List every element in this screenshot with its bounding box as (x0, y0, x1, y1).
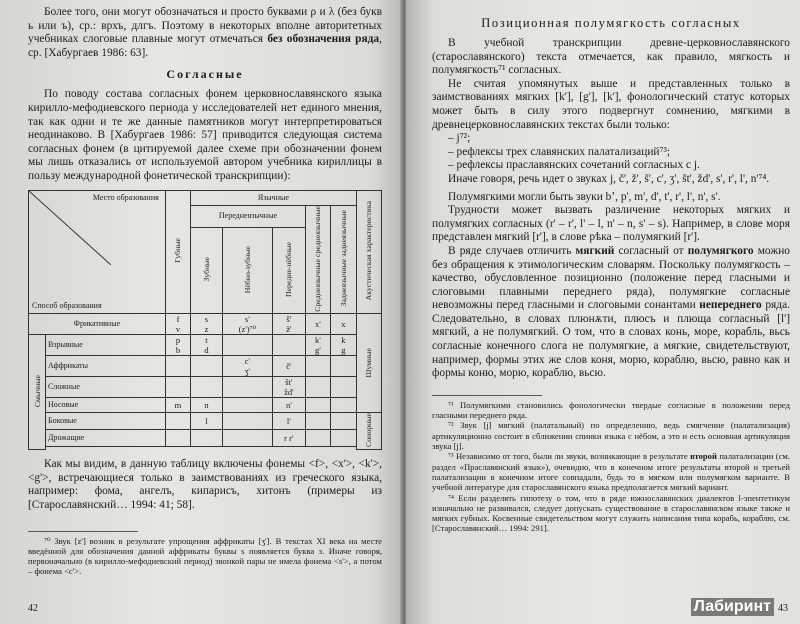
row-trill: Дрожащие (46, 430, 166, 447)
p6-bold-nonfront: непереднего (699, 299, 762, 312)
cell-af-lab (165, 356, 190, 377)
cell-sl-pre: št' žd' (272, 377, 305, 398)
col-acoustic-label: Акустическая характеристика (364, 201, 374, 301)
p6-bold-halfsoft: полумягкого (687, 244, 754, 257)
footnote-rule (28, 531, 138, 532)
col-front: Переднеязычные (191, 205, 306, 227)
p6-text-e: ряда. Следовательно, в словах плюнѫти, плюсъ и плюща согласный [l'] мягкий, а не полумягкий. О том, что в словах конь, море, корабль, вьсь согласные конечного слога не полумягкие, а мягкие, свидетельствуют, например, формы этих же слов коня, морю, кораблю, вьсю, равно как и формы коню, морю, кораблю, вьсю. (432, 299, 790, 380)
cell-nos-dent: n (191, 398, 223, 413)
p6-text-c: согласный от (614, 244, 688, 257)
cell-vz-dent: t d (191, 335, 223, 356)
page-number-left: 42 (28, 603, 38, 614)
col-back (331, 205, 356, 314)
cell-af-back (331, 356, 356, 377)
col-labial-label: Губные (173, 238, 183, 264)
right-paragraph-5: Трудности может вызвать различение некоторых мягких и полумягких согласных (r' – r', l' – l, n' – n, s' – s). Например, в слове моря представлен мягкий [r'], в слове рѣка – полумягкий [r']. (432, 204, 790, 244)
cell-nos-mid (305, 398, 330, 413)
row-stops (29, 335, 46, 450)
cell-frik-lab: f v (165, 314, 190, 335)
cell-bok-dent: l (191, 413, 223, 430)
footnote-72: ⁷² Звук [j] мягкий (палатальный) по определению, ведь смягчение (палатализация) артикуляционно состоит в сближении спинки языка с нёбом, а это и есть основная артикуляция звука [j]. (432, 420, 790, 452)
watermark: Лабиринт (691, 598, 774, 616)
row-lateral: Боковые (46, 413, 166, 430)
footnote-74: ⁷⁴ Если разделять гипотезу о том, что в ряде южнославянских диалектов l-эпентетикум изначально не развивался, следует допускать существование в старославянском языке также и мягких губных. Косвенные свидетельством могут служить написания типа корабь, кораблю, см. [Старославянский… 1994: 291]. (432, 492, 790, 534)
cell-frik-pal: s' (z')⁷⁰ (222, 314, 272, 335)
intro-bold: без обозначения ряда (267, 33, 380, 46)
col-dental-label: Зубные (201, 257, 211, 282)
row-complex: Сложные (46, 377, 166, 398)
cell-sl-lab (165, 377, 190, 398)
fn73-bold: второй (690, 451, 717, 462)
row-fricative: Фрикативные (29, 314, 166, 335)
section-title: Согласные (166, 67, 244, 82)
col-lingual: Язычные (191, 190, 356, 205)
consonant-table (28, 190, 382, 451)
cell-frik-mid: x' (305, 314, 330, 335)
cell-dr-dent (191, 430, 223, 447)
col-labial (165, 190, 190, 314)
cell-nos-pal (222, 398, 272, 413)
list-item-j: – j⁷²; (448, 132, 471, 145)
row-nasal: Носовые (46, 398, 166, 413)
footnote-70: ⁷⁰ Звук [z'] возник в результате упрощения аффрикаты [ʒ']. В текстах XI века на месте введённой для обозначения данной аффрикаты буквы ѕ появляется буква з. Иначе говоря, первоначально (в кирилло-мефодиевский период) звонкой пары не имела фонема <s'>, а потом – фонема <c'>. (28, 535, 382, 577)
cell-vz-pre (272, 335, 305, 356)
page-number-right: 43 (778, 603, 788, 614)
table-spacer (46, 447, 357, 450)
cell-vz-mid: k' g' (305, 335, 330, 356)
cell-nos-back (331, 398, 356, 413)
right-paragraph-3: Иначе говоря, речь идет о звуках j, č', ž', š', c', ʒ', št', žd', s', r', l', n'⁷⁴. (448, 172, 770, 185)
table-comment-paragraph: Как мы видим, в данную таблицу включены фонемы <f>, <x'>, <k'>, <g'>, встречающиеся только в заимствованиях из греческого языка, например: фома, ангелъ, кипарисъ, хитонъ (примеры из [Старославянский… 1994: 41; 58]. (28, 458, 382, 511)
cell-dr-mid (305, 430, 330, 447)
cell-dr-back (331, 430, 356, 447)
intro-text: Более того, они могут обозначаться и просто буквами ρ и λ (без букв ь или ъ), ср.: врхъ, длгъ. Поэтому в некоторых вполне авторитетных учебниках слоговые плавные могут отмечаться (28, 6, 382, 46)
right-page (406, 0, 800, 624)
fn73-text-c: палатализации (см. раздел «Праславянский язык»), очевидно, что в конечном итоге результаты второй и третьей палатализации в конечном итоге совпадали, будь то в мягком или полумягком варианте. В учебной литературе для старославянского языка предполагается мягкий вариант. (432, 451, 790, 493)
right-page-title: Позиционная полумягкость согласных (481, 16, 741, 30)
col-prepalatal (272, 227, 305, 313)
footnote-71: ⁷¹ Полумягкими становились фонологически твердые согласные в положении перед гласными переднего ряда. (432, 399, 790, 421)
cell-sl-back (331, 377, 356, 398)
footnote-73 (432, 451, 790, 492)
cell-af-pal: c' ʒ' (222, 356, 272, 377)
list-item-clusters: – рефлексы праславянских сочетаний согласных с j. (448, 159, 700, 172)
col-palatodental (222, 227, 272, 313)
cell-sl-dent (191, 377, 223, 398)
right-paragraph-1: В учебной транскрипции древне-церковнославянского (старославянского) текста отмечается, как правило, мягкость и полумягкость⁷¹ согласных. (432, 37, 790, 77)
fn73-text-a: ⁷³ Независимо от того, были ли звуки, возникающие в результате (448, 451, 691, 462)
intro-paragraph (28, 6, 382, 60)
col-dental (191, 227, 223, 313)
cell-bok-lab (165, 413, 190, 430)
sonorant-label: Сонорные (364, 413, 374, 448)
intro-tail: , ср. [Хабургаев 1986: 63]. (28, 33, 382, 59)
cell-vz-lab: p b (165, 335, 190, 356)
table-corner (29, 190, 166, 314)
col-prepalatal-label: Передне-нёбные (284, 242, 294, 298)
cell-bok-pal (222, 413, 272, 430)
cell-af-dent (191, 356, 223, 377)
cell-af-mid (305, 356, 330, 377)
cell-frik-pre: š' ž' (272, 314, 305, 335)
cell-af-pre: č' (272, 356, 305, 377)
right-paragraph-2: Не считая упомянутых выше и представленных только в заимствованиях мягких [k'], [g'], [k'], фонологический статус которых может быть в силу этого подвергнут сомнению, мягкими в древнецерковнославянских текстах были только: (432, 77, 790, 131)
cell-sl-mid (305, 377, 330, 398)
consonants-paragraph: По поводу состава согласных фонем церковнославянского языка кирилло-мефодиевского периода у исследователей нет единого мнения, так как одни и те же данные памятников могут интерпретироваться неодинаково. В [Хабургаев 1986: 57] приводится следующая система согласных фонем (в цитируемой далее схеме при обозначении фонем мы лишь отказались от используемой автором учебника кириллицы в пользу международной фонетической транскрипции): (28, 88, 382, 182)
row-stops-label: Смычные (32, 375, 42, 408)
sonorant-cell (356, 413, 381, 450)
p6-text-d: можно без обращения к этимологическим словарям. Поскольку полумягкость – качество, обусловленное позиционно (положение перед гласными и слоговыми плавными переднего ряда), полумягкие согласные невозможны перед гласными и слоговыми сонантами (432, 244, 790, 312)
cell-vz-pal (222, 335, 272, 356)
col-mid-label: Среднеязычные среднеязычные (313, 205, 323, 312)
row-affricate: Аффрикаты (46, 356, 166, 377)
cell-sl-pal (222, 377, 272, 398)
noisy-label: Шумные (364, 347, 374, 377)
cell-vz-back: k g (331, 335, 356, 356)
cell-bok-mid (305, 413, 330, 430)
right-paragraph-4: Полумягкими могли быть звуки bʼ, p', m', d', t', r', l', n', s'. (448, 190, 721, 203)
p6-text-a: В ряде случаев отличить (448, 244, 576, 257)
footnote-rule-right (432, 395, 542, 396)
p6-bold-soft: мягкий (575, 244, 615, 257)
corner-bottom-label: Способ образования (32, 301, 102, 311)
cell-bok-back (331, 413, 356, 430)
noisy-cell (356, 314, 381, 413)
cell-frik-back: x (331, 314, 356, 335)
cell-bok-pre: l' (272, 413, 305, 430)
cell-dr-lab (165, 430, 190, 447)
col-acoustic (356, 190, 381, 314)
row-plosive: Взрывные (46, 335, 166, 356)
right-paragraph-6 (432, 245, 790, 381)
list-item-palatalizations: – рефлексы трех славянских палатализаций⁷³; (448, 145, 671, 158)
cell-nos-pre: n' (272, 398, 305, 413)
col-back-label: Заднеязычные заднеязычные (338, 210, 348, 307)
corner-top-label: Место образования (92, 192, 159, 202)
cell-frik-dent: s z (191, 314, 223, 335)
col-mid (305, 205, 330, 314)
cell-nos-lab: m (165, 398, 190, 413)
col-palatodental-label: Нёбно-зубные (242, 245, 252, 294)
cell-dr-pre: r r' (272, 430, 305, 447)
cell-dr-pal (222, 430, 272, 447)
